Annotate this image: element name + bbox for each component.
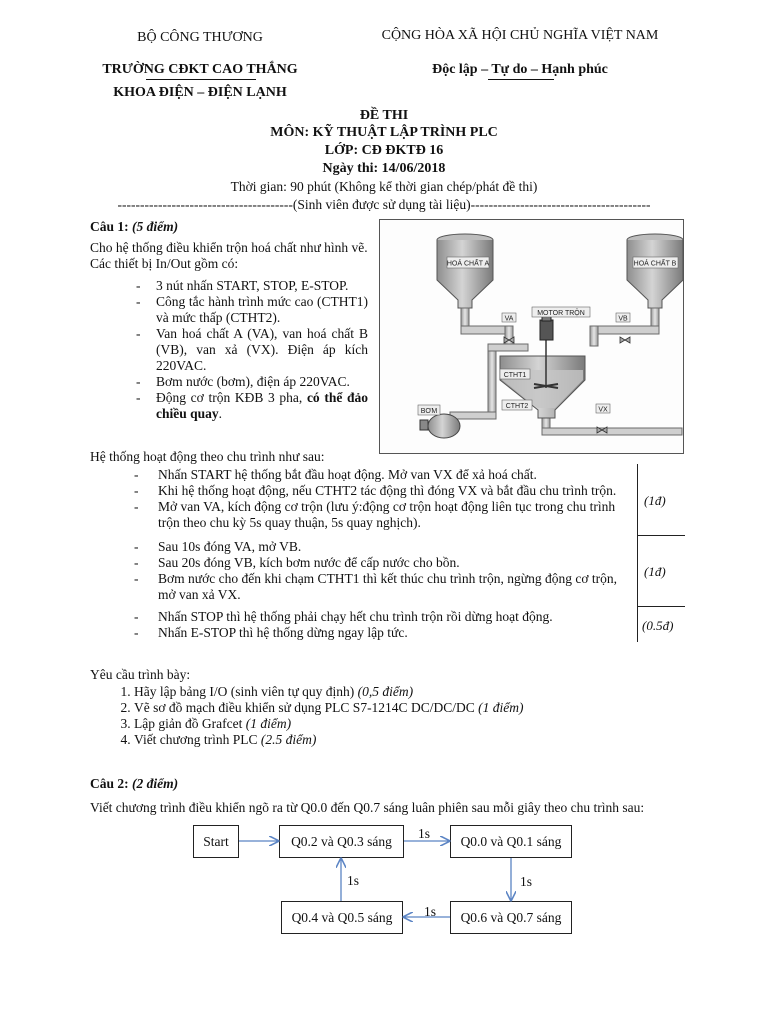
list-item: - Sau 20s đóng VB, kích bơm nước để cấp nước cho bồn. <box>134 555 636 571</box>
exam-duration: Thời gian: 90 phút (Không kể thời gian chép/phát đề thi) <box>230 179 538 194</box>
flow-step-3: Q0.6 và Q0.7 sáng <box>450 901 572 934</box>
score-group-3: (0.5đ) <box>642 618 674 633</box>
list-item: - Nhấn START hệ thống bắt đầu hoạt động. Mở van VX để xả hoá chất. <box>134 467 636 483</box>
exam-class: LỚP: CĐ ĐKTĐ 16 <box>324 143 444 158</box>
operation-intro: Hệ thống hoạt động theo chu trình như sau: <box>90 449 325 464</box>
flow-delay-label: 1s <box>418 826 431 841</box>
school-name: TRƯỜNG CĐKT CAO THẮNG <box>102 62 298 77</box>
exam-date: Ngày thi: 14/06/2018 <box>322 161 446 176</box>
q1-label: Câu 1: <box>90 219 129 234</box>
list-item: - Van hoá chất A (VA), van hoá chất B (VB), van xả (VX). Điện áp kích 220VAC. <box>136 326 368 374</box>
faculty-name: KHOA ĐIỆN – ĐIỆN LẠNH <box>113 85 287 100</box>
tank-b-label: HOÁ CHẤT B <box>633 260 677 268</box>
list-item: - 3 nút nhấn START, STOP, E-STOP. <box>136 278 368 294</box>
requirement-text: Hãy lập bảng I/O (sinh viên tự quy định) <box>134 684 358 699</box>
tank-a-label: HOÁ CHẤT A <box>446 260 490 268</box>
score-group-2: (1đ) <box>644 564 666 579</box>
ministry-name: BỘ CÔNG THƯƠNG <box>137 30 263 45</box>
list-item: - Bơm nước (bơm), điện áp 220VAC. <box>136 374 368 390</box>
list-item: - Bơm nước cho đến khi chạm CTHT1 thì kết thúc chu trình trộn, ngừng động cơ trộn, mở van xả VX. <box>134 571 636 603</box>
flow-step-1: Q0.2 và Q0.3 sáng <box>279 825 404 858</box>
flow-delay-label: 1s <box>424 904 437 919</box>
flow-start-box: Start <box>193 825 239 858</box>
list-item: - Khi hệ thống hoạt động, nếu CTHT2 tác động thì đóng VX và bắt đầu chu trình trộn. <box>134 483 636 499</box>
list-item: - Mở van VA, kích động cơ trộn (lưu ý:động cơ trộn hoạt động liên tục trong chu trình trộn theo chu kỳ 5s quay thuận, 5s quay nghịch). <box>134 499 636 531</box>
republic-name: CỘNG HÒA XÃ HỘI CHỦ NGHĨA VIỆT NAM <box>381 28 659 43</box>
requirement-points: (2.5 điểm) <box>260 732 317 747</box>
valve-x-label: VX <box>598 406 608 414</box>
switch-high-label: CTHT1 <box>503 372 527 379</box>
pump-label: BƠM <box>420 408 438 415</box>
requirement-points: (1 điểm) <box>245 716 292 731</box>
exam-title: ĐỀ THI <box>359 108 409 123</box>
requirement-points: (0,5 điểm) <box>357 684 414 699</box>
motor-line-post: . <box>218 406 223 421</box>
requirement-text: Lập giản đồ Grafcet <box>134 716 246 731</box>
switch-low-label: CTHT2 <box>505 403 529 410</box>
flow-step-4: Q0.4 và Q0.5 sáng <box>281 901 403 934</box>
requirement-text: Vẽ sơ đồ mạch điều khiển sử dụng PLC S7-1214C DC/DC/DC <box>134 700 479 715</box>
q1-intro: Cho hệ thống điều khiển trộn hoá chất như hình vẽ. Các thiết bị In/Out gồm có: <box>90 240 368 271</box>
valve-a-label: VA <box>504 315 514 323</box>
requirement-points: (1 điểm) <box>478 700 524 715</box>
list-item: - Nhấn STOP thì hệ thống phải chạy hết chu trình trộn rồi dừng hoạt động. <box>134 609 636 625</box>
q2-intro: Viết chương trình điều khiển ngõ ra từ Q0.0 đến Q0.7 sáng luân phiên sau mỗi giây theo chu trình sau: <box>90 800 645 815</box>
motor-label: MOTOR TRỘN <box>537 310 585 317</box>
list-item: - Sau 10s đóng VA, mở VB. <box>134 539 636 555</box>
flow-step-2: Q0.0 và Q0.1 sáng <box>450 825 572 858</box>
motor-line-bold: có thể đảo chiều quay <box>156 390 368 421</box>
exam-subject: MÔN: KỸ THUẬT LẬP TRÌNH PLC <box>270 125 498 140</box>
exam-note: ---------------------------------------(Sinh viên được sử dụng tài liệu)---------------------------------------- <box>117 197 651 212</box>
valve-b-label: VB <box>618 315 628 323</box>
flow-delay-label: 1s <box>347 873 360 888</box>
q2-label: Câu 2: <box>90 776 129 791</box>
score-group-1: (1đ) <box>644 493 666 508</box>
q1-points: (5 điểm) <box>132 219 179 234</box>
motto: Độc lập – Tự do – Hạnh phúc <box>432 62 608 77</box>
motor-line-pre: Động cơ trộn KĐB 3 pha, <box>156 390 307 405</box>
list-item: - Công tắc hành trình mức cao (CTHT1) và mức thấp (CTHT2). <box>136 294 368 326</box>
requirement-text: Viết chương trình PLC <box>134 732 261 747</box>
list-item: - Nhấn E-STOP thì hệ thống dừng ngay lập tức. <box>134 625 636 641</box>
requirements-title: Yêu cầu trình bày: <box>90 667 191 682</box>
q2-points: (2 điểm) <box>132 776 179 791</box>
flow-delay-label: 1s <box>520 874 533 889</box>
